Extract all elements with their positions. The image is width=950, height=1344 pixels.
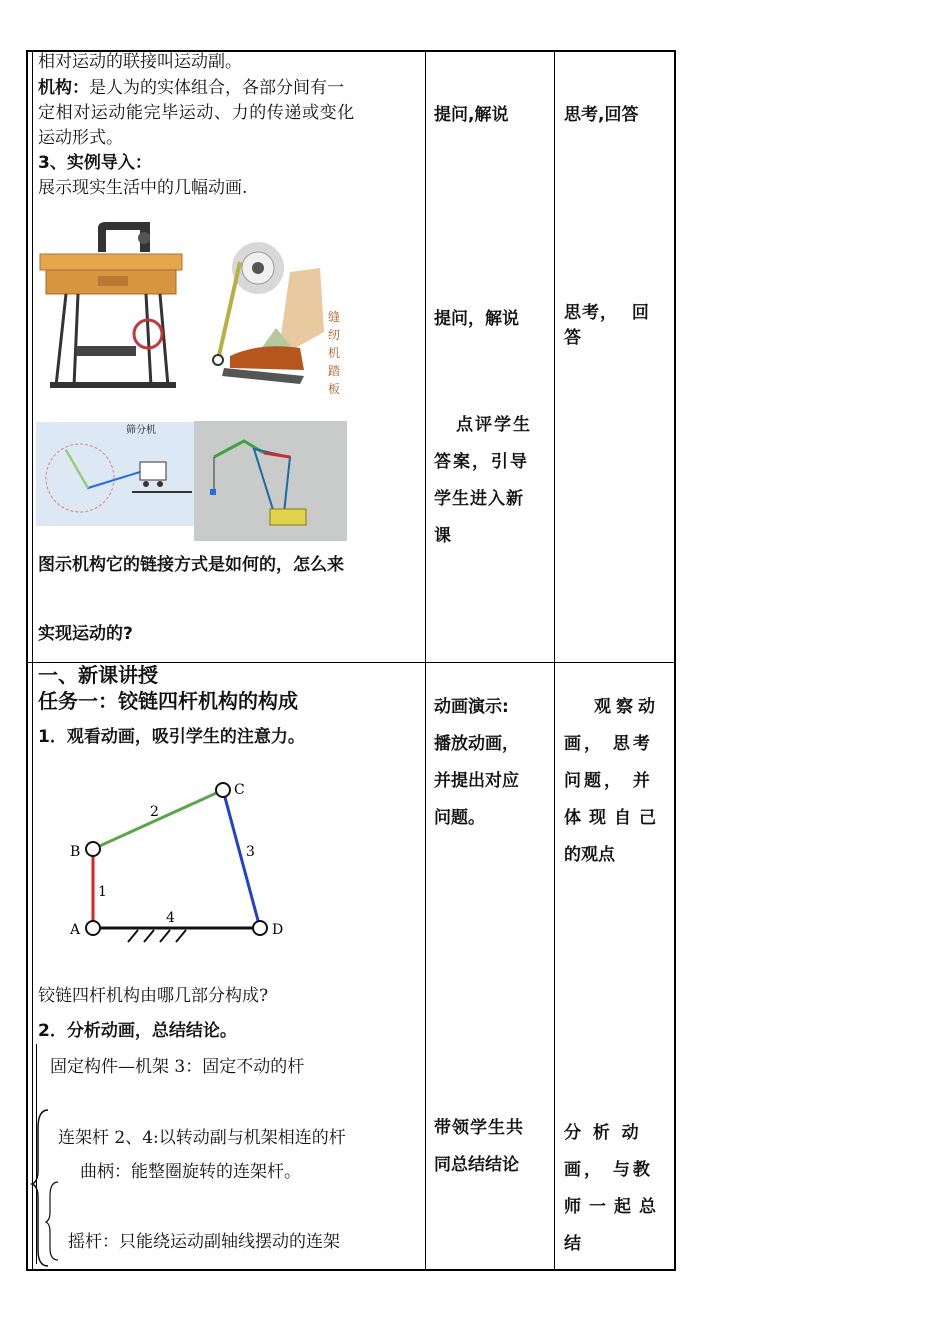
- teacher-activity: 点评学生: [456, 415, 532, 435]
- link-1-label: 1: [98, 884, 107, 900]
- text-line: 定相对运动能完毕运动、力的传递或变化: [38, 103, 355, 123]
- question-text: 图示机构它的链接方式是如何的，怎么来: [38, 555, 344, 575]
- student-activity: 问题， 并: [564, 771, 653, 791]
- joint-d-label: D: [272, 922, 284, 938]
- task-heading: 任务一：铰链四杆机构的构成: [38, 689, 298, 713]
- section-heading: 一、新课讲授: [38, 663, 158, 687]
- rocker-text: 摇杆：只能绕运动副轴线摆动的连架: [68, 1232, 340, 1252]
- brace-icon: [30, 1108, 60, 1268]
- text-line: 运动形式。: [38, 128, 123, 148]
- joint-b-label: B: [70, 844, 81, 860]
- teacher-activity: 并提出对应: [434, 771, 519, 791]
- section-heading: 3、实例导入：: [38, 153, 152, 173]
- teacher-activity: 提问，解说: [434, 309, 519, 329]
- joint-a-label: A: [70, 922, 81, 938]
- crane-image: [194, 421, 347, 541]
- teacher-activity: 答案，引导: [434, 452, 529, 472]
- four-bar-linkage-diagram: [64, 770, 294, 950]
- teacher-activity: 提问,解说: [434, 105, 509, 125]
- link-2-label: 2: [150, 804, 159, 820]
- student-activity: 思考,回答: [564, 105, 639, 125]
- student-activity: 师一起总: [564, 1197, 664, 1217]
- question-text: 实现运动的?: [38, 624, 133, 644]
- screening-machine-label: 筛分机: [126, 425, 156, 436]
- teacher-activity: 学生进入新: [434, 489, 524, 509]
- teacher-activity: 问题。: [434, 808, 485, 828]
- table-inner-border: [32, 52, 33, 1269]
- student-activity: 体现自己: [564, 808, 664, 828]
- side-link-text: 连架杆 2、4:以转动副与机架相连的杆: [58, 1128, 346, 1148]
- text-line: 相对运动的联接叫运动副。: [38, 52, 242, 72]
- student-activity: 分 析 动: [564, 1123, 639, 1143]
- step-heading: 2．分析动画，总结结论。: [38, 1021, 237, 1041]
- student-activity: 画， 思考: [564, 734, 653, 754]
- screening-machine-image: [36, 422, 194, 526]
- student-activity: 观察动: [594, 697, 660, 717]
- student-activity: 画， 与教: [564, 1160, 653, 1180]
- student-activity: 的观点: [564, 845, 615, 865]
- crank-text: 曲柄：能整圈旋转的连架杆。: [80, 1162, 301, 1182]
- student-activity: 答: [564, 328, 581, 348]
- link-4-label: 4: [166, 910, 175, 926]
- step-heading: 1．观看动画，吸引学生的注意力。: [38, 727, 305, 747]
- pedal-label: 缝纫机踏板: [328, 310, 341, 396]
- column-divider-teacher: [425, 52, 426, 1269]
- teacher-activity: 动画演示:: [434, 697, 509, 717]
- student-activity: 结: [564, 1234, 581, 1254]
- teacher-activity: 同总结结论: [434, 1155, 519, 1175]
- question-text: 铰链四杆机构由哪几部分构成?: [38, 986, 269, 1006]
- mechanism-term: 机构：: [38, 78, 89, 98]
- teacher-activity: 播放动画，: [434, 734, 519, 754]
- text-line: 展示现实生活中的几幅动画.: [38, 178, 248, 198]
- sewing-machine-image: [36, 216, 186, 394]
- joint-c-label: C: [234, 782, 245, 798]
- student-activity: 思考， 回: [564, 303, 650, 323]
- fixed-member-text: 固定构件—机架 3：固定不动的杆: [50, 1057, 305, 1077]
- column-divider-student: [554, 52, 555, 1269]
- link-3-label: 3: [246, 844, 255, 860]
- teacher-activity: 课: [434, 526, 451, 546]
- mechanism-def: 是人为的实体组合，各部分间有一: [89, 78, 344, 98]
- teacher-activity: 带领学生共: [434, 1118, 524, 1138]
